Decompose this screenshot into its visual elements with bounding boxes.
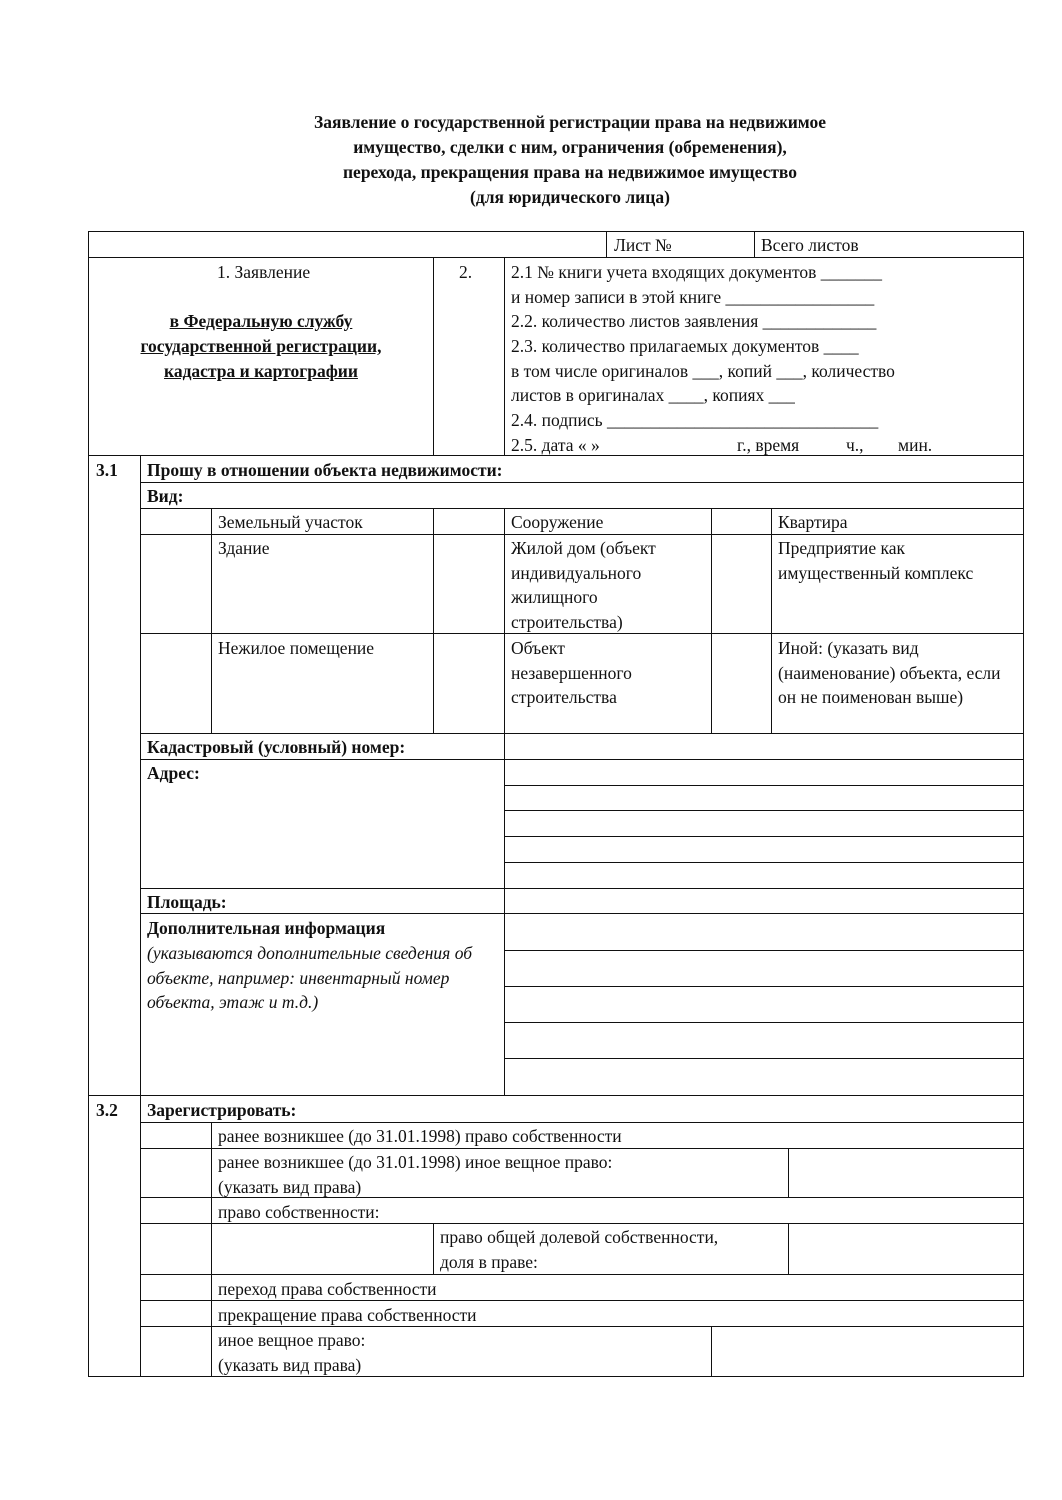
checkbox-structure[interactable] [435,510,503,533]
checkbox-other-object[interactable] [713,635,770,732]
checkbox-building[interactable] [142,536,210,632]
grid-line [433,1223,434,1275]
checkbox-apartment[interactable] [713,510,770,533]
checkbox-termination[interactable] [142,1302,210,1325]
checkbox-residential-house[interactable] [435,536,503,632]
section-3-1-number: 3.1 [96,460,118,480]
s2-line-2: и номер записи в этой книге _________________ [511,287,875,307]
kind-label: Вид: [147,486,184,506]
option-land-plot: Земельный участок [218,512,363,532]
hours-field: ч., [846,435,864,455]
checkbox-shared-ownership[interactable] [142,1225,210,1273]
sheet-number-label: Лист № [614,235,672,255]
checkbox-prior-other-right[interactable] [142,1150,210,1196]
share-field[interactable] [790,1225,1022,1273]
checkbox-enterprise[interactable] [713,536,770,632]
grid-line [504,257,505,456]
option-non-residential: Нежилое помещение [218,638,375,658]
s2-line-7: 2.4. подпись _______________________________ [511,410,879,430]
year-time-field: г., время [737,435,800,455]
recipient-line-2: государственной регистрации, [140,336,382,356]
title-line-2: имущество, сделки с ним, ограничения (обременения), [353,137,787,157]
grid-line [433,257,434,456]
option-building: Здание [218,538,270,558]
section-3-2-number: 3.2 [96,1100,118,1120]
checkbox-non-residential[interactable] [142,635,210,732]
checkbox-transfer[interactable] [142,1276,210,1299]
option-termination: прекращение права собственности [218,1305,477,1325]
option-prior-other-right: ранее возникшее (до 31.01.1998) иное вещное право: [218,1152,613,1172]
other-right-type-field[interactable] [713,1328,1022,1375]
option-prior-ownership: ранее возникшее (до 31.01.1998) право собственности [218,1126,622,1146]
option-prior-other-right-hint: (указать вид права) [218,1177,362,1197]
option-share-label: доля в праве: [440,1252,538,1272]
title-line-1: Заявление о государственной регистрации права на недвижимое [314,112,826,132]
address-label: Адрес: [147,763,200,783]
option-ownership-heading: право собственности: [218,1202,380,1222]
grid-line [504,508,505,734]
grid-line [606,231,607,258]
recipient-line-3: кадастра и картографии [164,361,358,381]
additional-info-hint: (указываются дополнительные сведения об объекте, например: инвентарный номер объекта, этаж и т.д.) [147,943,473,1013]
section-1-label: 1. Заявление [217,262,311,282]
s2-line-3: 2.2. количество листов заявления _____________ [511,311,877,331]
checkbox-unfinished[interactable] [435,635,503,732]
additional-info-field[interactable] [506,915,1022,1094]
option-other-object: Иной: (указать вид (наименование) объекта, если он не поименован выше) [778,638,1001,708]
option-structure: Сооружение [511,512,604,532]
option-other-right: иное вещное право: [218,1330,366,1350]
option-apartment: Квартира [778,512,848,532]
grid-line [754,231,755,258]
option-unfinished: Объект незавершенного строительства [511,638,632,708]
option-shared-ownership: право общей долевой собственности, [440,1227,719,1247]
frame-right [1023,231,1024,1377]
grid-line [211,508,212,734]
option-other-right-hint: (указать вид права) [218,1355,362,1375]
title-line-3: перехода, прекращения права на недвижимое имущество [342,162,798,182]
s2-line-5: в том числе оригиналов ___, копий ___, количество [511,361,895,381]
total-sheets-label: Всего листов [761,235,859,255]
option-residential-house: Жилой дом (объект индивидуального жилищного строительства) [511,538,656,632]
grid-line [88,1095,1024,1096]
s2-line-6: листов в оригиналах ____, копиях ___ [511,385,795,405]
frame-left [88,231,89,1377]
section-3-2-heading: Зарегистрировать: [147,1100,297,1120]
option-transfer: переход права собственности [218,1279,437,1299]
cadastral-number-label: Кадастровый (условный) номер: [147,737,406,757]
checkbox-land-plot[interactable] [142,510,210,533]
grid-line [88,257,1024,258]
grid-line [771,508,772,734]
additional-info-label: Дополнительная информация [147,918,386,938]
minutes-field: мин. [898,435,933,455]
section-3-1-heading: Прошу в отношении объекта недвижимости: [147,460,503,480]
grid-line [140,1274,1024,1275]
checkbox-other-right[interactable] [142,1328,210,1375]
cadastral-number-field[interactable] [506,735,1022,758]
recipient-line-1: в Федеральную службу [169,311,353,331]
title-line-4: (для юридического лица) [470,187,670,207]
option-enterprise: Предприятие как имущественный комплекс [778,538,974,583]
grid-line [211,1122,212,1377]
document-title [180,110,960,210]
date-field: 2.5. дата « » [511,435,600,455]
frame-top [88,231,1024,232]
s2-line-1: 2.1 № книги учета входящих документов _______ [511,262,882,282]
s2-line-4: 2.3. количество прилагаемых документов ____ [511,336,859,356]
area-field[interactable] [506,890,1022,912]
section-2-number: 2. [459,262,473,282]
area-label: Площадь: [147,892,227,912]
address-field[interactable] [506,761,1022,887]
checkbox-prior-ownership[interactable] [142,1124,210,1147]
prior-right-type-field[interactable] [790,1150,1022,1196]
